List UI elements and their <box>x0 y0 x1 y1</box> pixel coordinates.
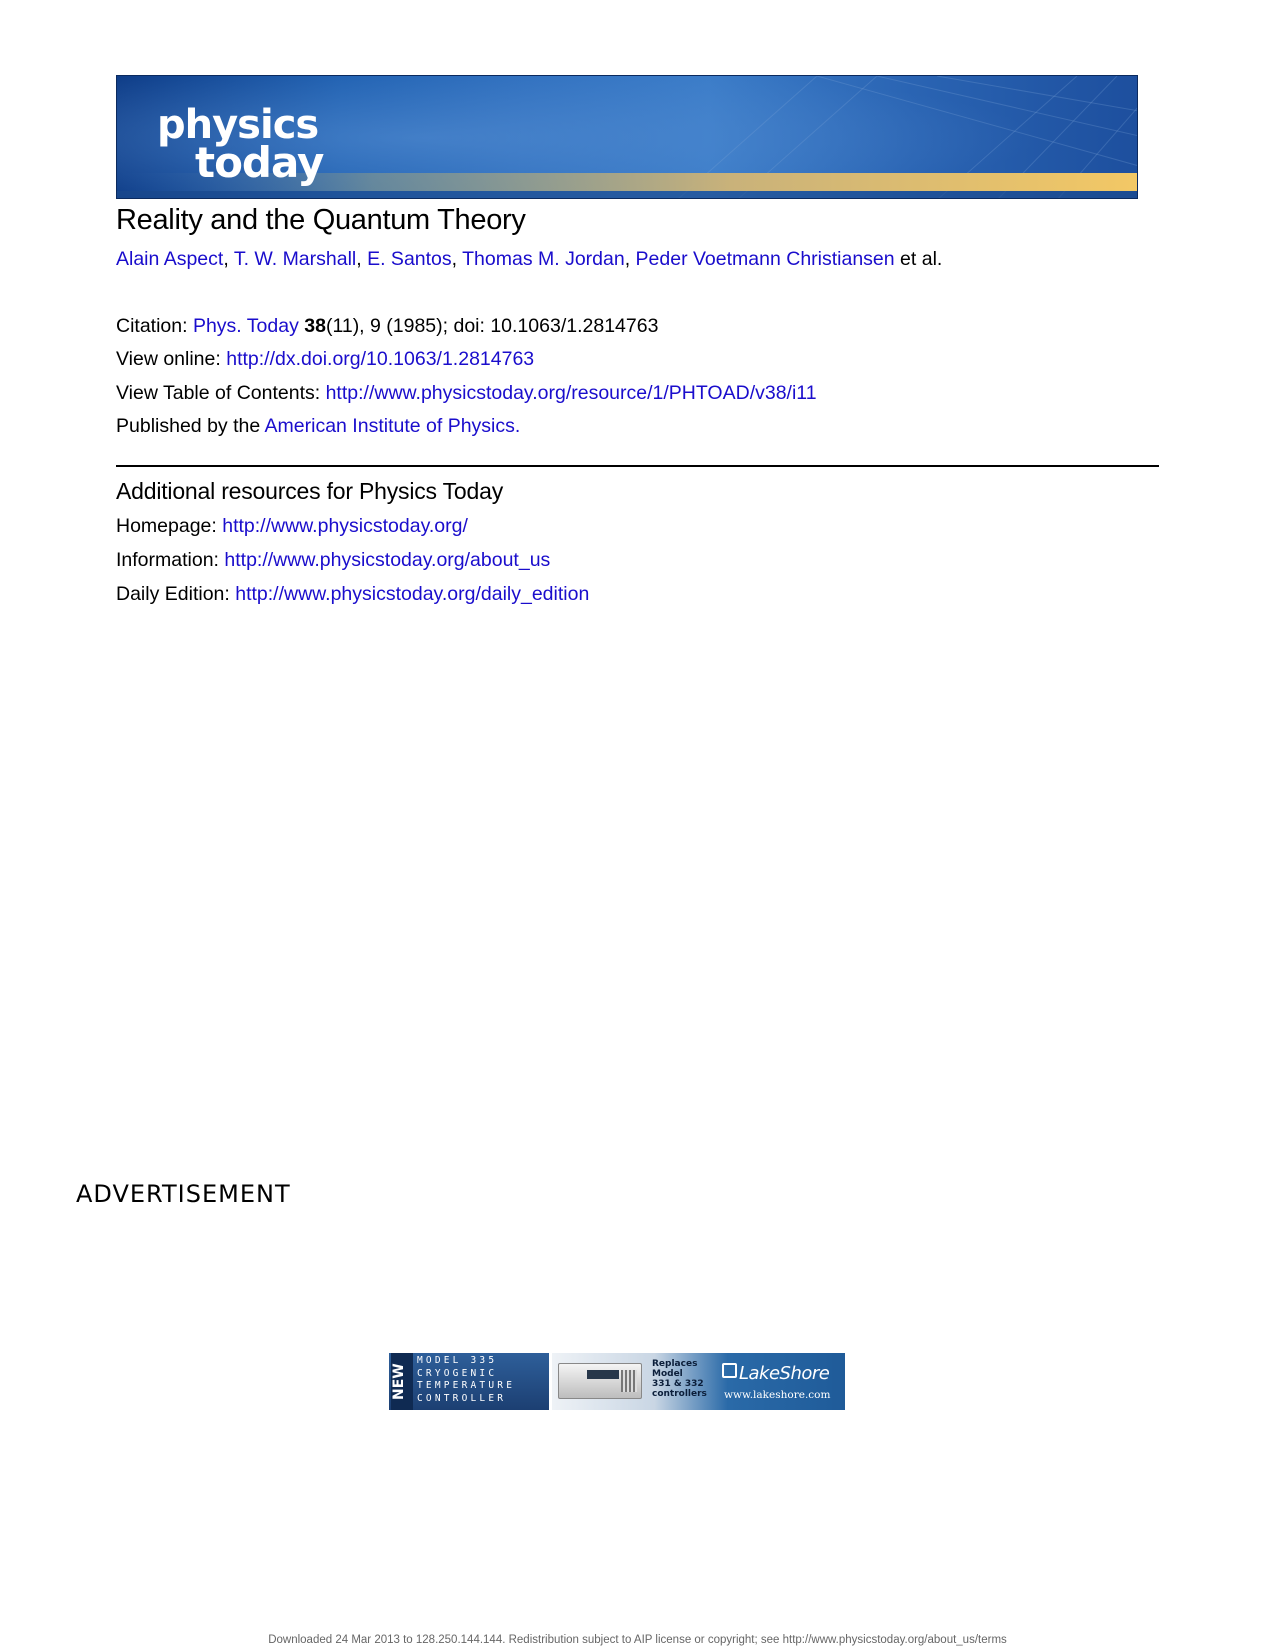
ad-replaces-line: Model <box>652 1369 683 1379</box>
toc-label: View Table of Contents: <box>116 382 326 404</box>
advertisement-label: ADVERTISEMENT <box>76 1180 291 1208</box>
download-footer: Downloaded 24 Mar 2013 to 128.250.144.144. Redistribution subject to AIP license or copyright; see http://www.physicstoday.org/about_us/terms <box>268 1634 1007 1646</box>
article-title: Reality and the Quantum Theory <box>116 204 526 236</box>
controller-device-icon <box>558 1363 642 1399</box>
resources-heading: Additional resources for Physics Today <box>116 478 504 504</box>
author-link[interactable]: Thomas M. Jordan <box>462 248 625 270</box>
resource-label: Information: <box>116 549 225 571</box>
homepage-link[interactable]: http://www.physicstoday.org/ <box>222 515 468 537</box>
ad-replaces-line: 331 & 332 <box>652 1379 704 1389</box>
information-link[interactable]: http://www.physicstoday.org/about_us <box>224 549 551 571</box>
publisher-line <box>116 415 520 438</box>
ad-model-panel <box>389 1353 549 1410</box>
ad-model-line: MODEL 335 <box>417 1355 498 1366</box>
toc-link[interactable]: http://www.physicstoday.org/resource/1/PHTOAD/v38/i11 <box>325 382 817 404</box>
ad-replaces-line: controllers <box>652 1389 707 1399</box>
citation-label: Citation: <box>116 315 193 337</box>
view-online-line <box>116 348 534 371</box>
section-divider <box>116 465 1159 467</box>
citation-volume: 38 <box>304 315 326 337</box>
citation-details: (11), 9 (1985); doi: 10.1063/1.2814763 <box>325 315 659 337</box>
logo-today-text: today <box>195 138 324 187</box>
view-online-label: View online: <box>116 348 227 370</box>
ad-brand-text: LakeShore <box>739 1363 830 1384</box>
publisher-link[interactable]: American Institute of Physics. <box>264 415 521 437</box>
resource-label: Daily Edition: <box>116 583 236 605</box>
journal-link[interactable]: Phys. Today <box>192 315 299 337</box>
author-link[interactable]: Alain Aspect <box>116 248 224 270</box>
physics-today-banner <box>116 75 1138 199</box>
resource-label: Homepage: <box>116 515 223 537</box>
ad-model-line: CRYOGENIC <box>417 1367 498 1379</box>
toc-line <box>116 382 817 405</box>
doi-link[interactable]: http://dx.doi.org/10.1063/1.2814763 <box>226 348 535 370</box>
ad-model-line: TEMPERATURE <box>417 1380 516 1391</box>
ad-replaces-text <box>652 1359 707 1399</box>
lakeshore-advertisement[interactable] <box>389 1353 845 1410</box>
resource-daily-edition-line <box>116 583 589 606</box>
ad-product-panel <box>552 1353 845 1410</box>
resource-homepage-line <box>116 515 468 538</box>
lakeshore-brand <box>722 1363 829 1384</box>
ad-new-tag: NEW <box>391 1353 413 1410</box>
ad-replaces-line: Replaces <box>652 1359 698 1369</box>
ad-model-line: CONTROLLER <box>417 1392 507 1404</box>
ad-url: www.lakeshore.com <box>724 1389 831 1401</box>
resource-information-line <box>116 549 550 572</box>
author-list: Alain Aspect, T. W. Marshall, E. Santos, Thomas M. Jordan, Peder Voetmann Christiansen et al. <box>116 248 943 270</box>
citation-line <box>116 315 658 338</box>
daily-edition-link[interactable]: http://www.physicstoday.org/daily_edition <box>235 583 590 605</box>
author-link[interactable]: E. Santos <box>367 248 452 270</box>
lakeshore-logo-icon <box>722 1363 737 1378</box>
authors-suffix: et al. <box>894 248 943 270</box>
author-link[interactable]: Peder Voetmann Christiansen <box>635 248 895 270</box>
author-link[interactable]: T. W. Marshall <box>233 248 357 270</box>
publisher-label: Published by the <box>116 415 265 437</box>
logo-physics-text: physics <box>157 102 319 148</box>
ad-model-text <box>417 1355 547 1405</box>
